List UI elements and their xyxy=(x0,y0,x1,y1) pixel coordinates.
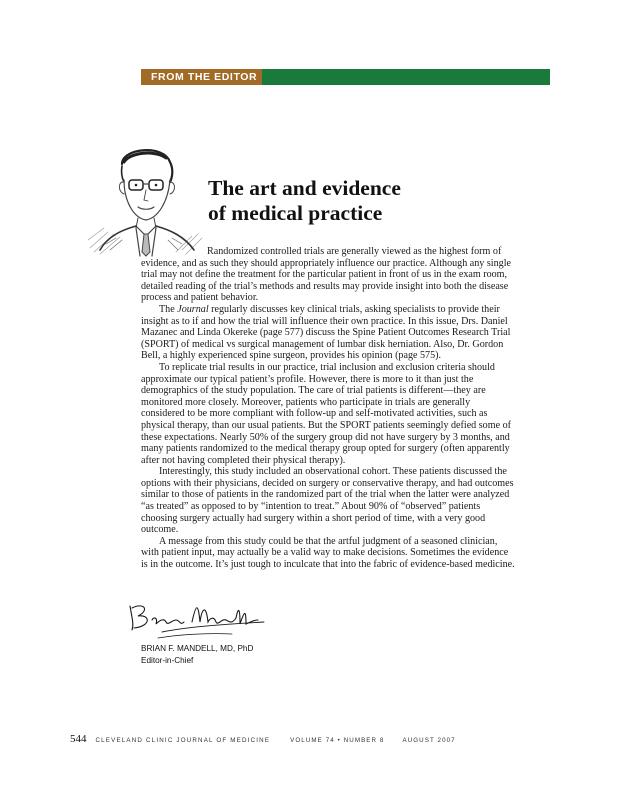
paragraph-3: To replicate trial results in our practice, trial inclusion and exclusion criteria should approximate our typical patient’s profile. However, there is more to it than just the demographics of the study population. The care of trial patients is different—they are monitored more closely. Moreover, patients who participate in trials are generally considered to be more compliant with follow-up and self-motivated activities, such as physical therapy, than our usual patients. But the SPORT patients seemingly defied some of these expectations. Nearly 50% of the surgery group did not have surgery by 3 months, and many patients randomized to the medical therapy group opted for surgery (often apparently after not having completed their physical therapy). xyxy=(141,361,511,466)
paragraph-4: Interestingly, this study included an observational cohort. These patients discussed the options with their physicians, decided on surgery or conservative therapy, and had outcomes similar to those of patients in the randomized part of the trial when the latter were analyzed “as treated” as opposed to by “intention to treat.” About 90% of “observed” patients choosing surgery actually had surgery within a short period of time, with a very good outcome. xyxy=(141,466,514,536)
section-label: FROM THE EDITOR xyxy=(141,69,262,85)
author-name: BRIAN F. MANDELL, MD, PhD xyxy=(141,644,254,653)
paragraph-2-rest: regularly discusses key clinical trials, asking specialists to provide their insight as to if and how the trial will influence their own practice. In this issue, Drs. Daniel Mazanec and Linda Okereke (page 577) discuss the Spine Patient Outcomes Research Trial (SPORT) of medical vs surgical management of lumbar disk herniation. Also, Dr. Gordon Bell, a highly experienced spine surgeon, provides his opinion (page 575). xyxy=(141,303,511,362)
page-number: 544 xyxy=(70,733,87,745)
paragraph-2 xyxy=(141,304,516,362)
paragraph-2-lead: The xyxy=(159,303,178,315)
section-rule xyxy=(262,69,550,85)
journal-italic: Journal xyxy=(177,303,209,315)
issue-date: AUGUST 2007 xyxy=(402,737,456,744)
article-body xyxy=(141,246,516,571)
author-byline xyxy=(141,643,253,667)
editor-portrait-sketch-icon xyxy=(86,140,206,258)
handwritten-signature-icon xyxy=(122,598,270,640)
paragraph-1: Randomized controlled trials are generally viewed as the highest form of evidence, and as such they should appropriately influence our practice. Although any single trial may not define the treatment for the particular patient in front of us in the exam room, detailed reading of the trial’s methods and results may provide insight into both the disease process and patient behavior. xyxy=(141,246,511,304)
title-line-2: of medical practice xyxy=(208,201,383,225)
section-header xyxy=(141,69,550,85)
author-role: Editor-in-Chief xyxy=(141,656,194,665)
page-footer xyxy=(70,733,456,745)
title-line-1: The art and evidence xyxy=(208,176,401,200)
paragraph-5: A message from this study could be that the artful judgment of a seasoned clinician, with patient input, may actually be a valid way to make decisions. Sometimes the evidence is in the outcome. It’s just tough to inculcate that into the fabric of evidence-based medicine. xyxy=(141,535,515,571)
volume-info: VOLUME 74 • NUMBER 8 xyxy=(290,737,385,744)
journal-name: CLEVELAND CLINIC JOURNAL OF MEDICINE xyxy=(95,737,271,744)
article-title xyxy=(208,176,401,226)
